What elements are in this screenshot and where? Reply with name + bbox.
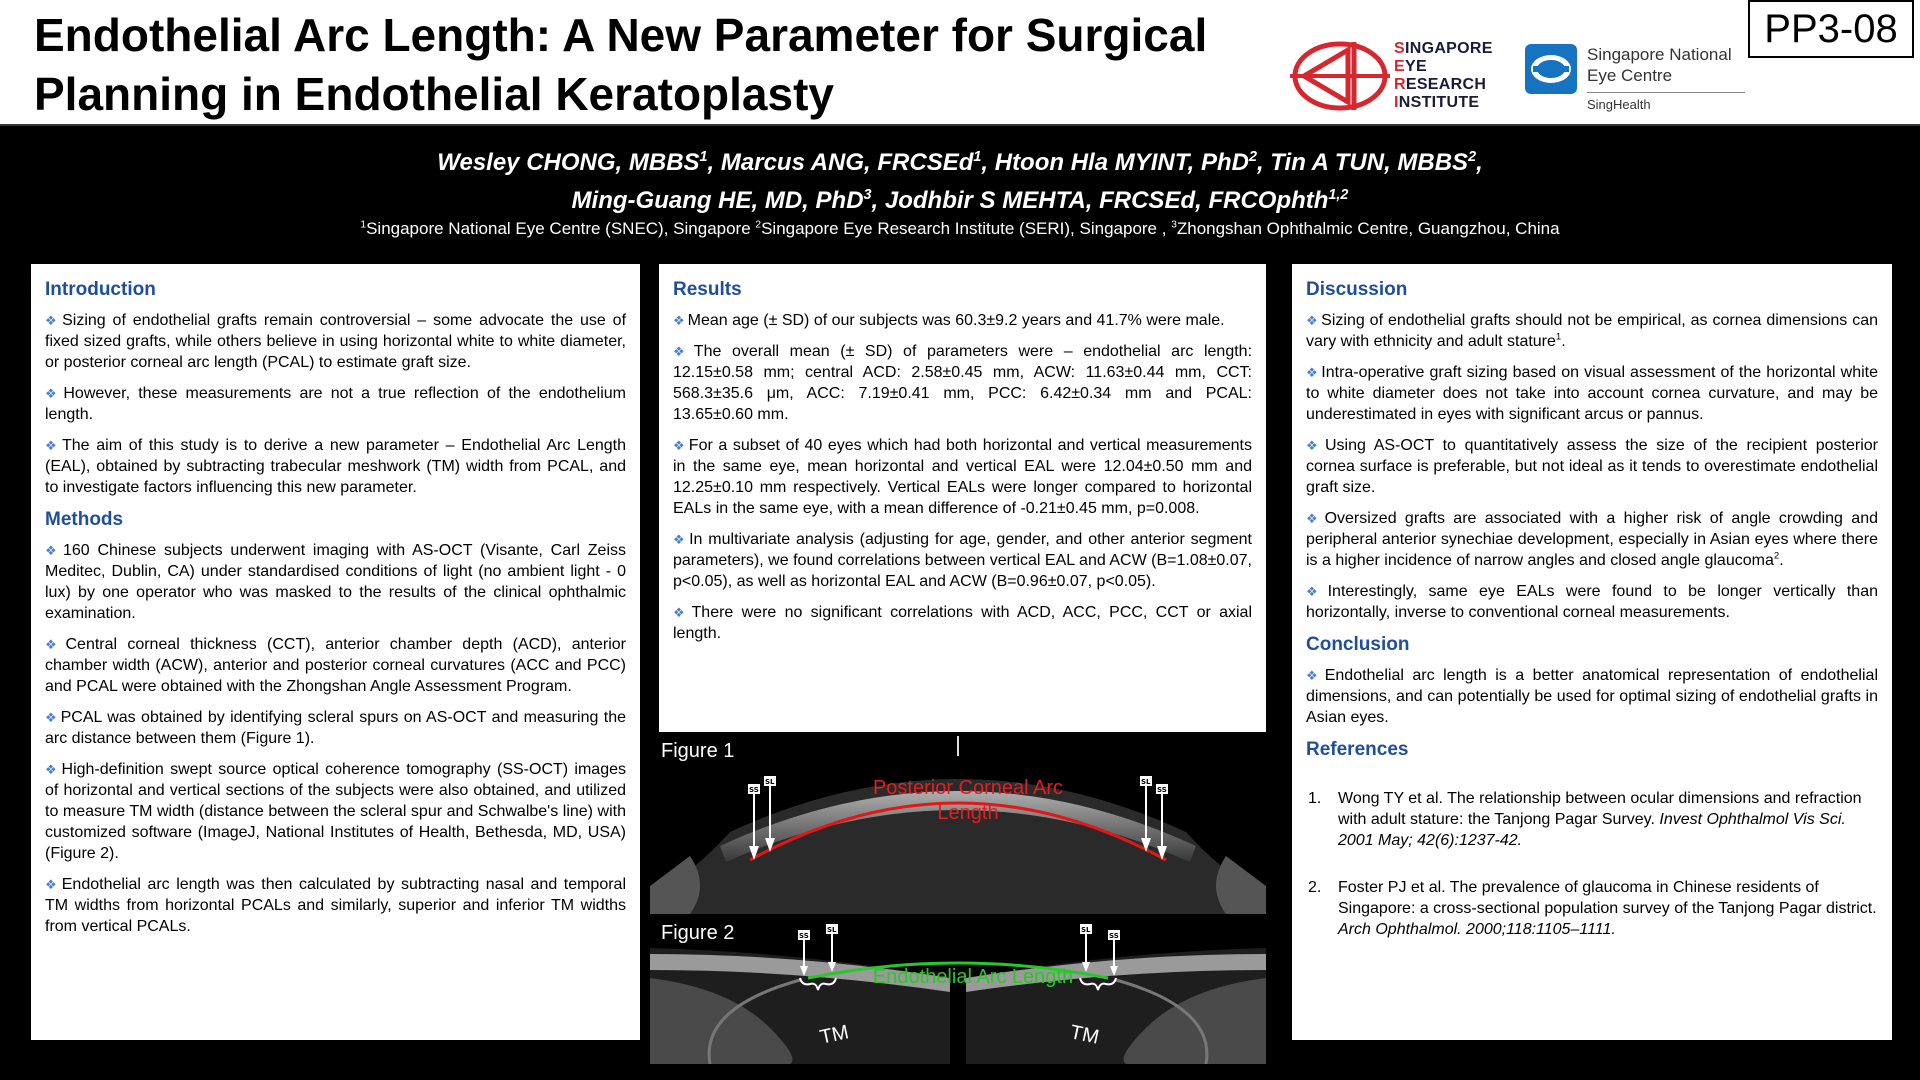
reference-item: 2. Foster PJ et al. The prevalence of glaucoma in Chinese residents of Singapore: a cross-sectional population survey of the Tanjong Pagar district. Arch Ophthalmol. 2000;118:1105–1111. xyxy=(1308,879,1877,938)
figure-1 xyxy=(650,736,1266,914)
methods-paragraph: ❖ 160 Chinese subjects underwent imaging with AS-OCT (Visante, Carl Zeiss Meditec, Dublin, CA) under standardised conditions of light (no ambient light - 0 lux) by one operator who was masked to the results of the clinical ophthalmic examination. xyxy=(45,542,627,622)
pcal-caption: Posterior Corneal Arc Length xyxy=(872,777,1064,824)
snec-logo-icon xyxy=(1523,42,1579,96)
affiliation-text: Zhongshan Ophthalmic Centre, Guangzhou, China xyxy=(1176,219,1560,238)
bullet-diamond-icon: ❖ xyxy=(1306,584,1325,599)
author-list xyxy=(0,144,1920,220)
bullet-diamond-icon: ❖ xyxy=(45,637,63,652)
ss-tag-text: SS xyxy=(1157,786,1167,794)
bullet-diamond-icon: ❖ xyxy=(1306,365,1319,380)
results-heading: Results xyxy=(673,279,742,300)
figure-1-label: Figure 1 xyxy=(661,740,735,762)
seri-logo-text: SINGAPORE EYE RESEARCH INSTITUTE xyxy=(1394,40,1493,111)
bullet-diamond-icon: ❖ xyxy=(673,344,691,359)
left-column xyxy=(31,264,640,1040)
discussion-paragraph: ❖ Sizing of endothelial grafts should not be empirical, as cornea dimensions can vary with ethnicity and adult stature$^1$. xyxy=(1306,312,1878,350)
ss-tag-text: SS xyxy=(1109,932,1119,940)
results-paragraph: ❖ For a subset of 40 eyes which had both horizontal and vertical measurements in the same eye, mean horizontal and vertical EAL were 12.04±0.50 mm and 12.25±0.10 mm respectively. Vertical EALs were longer compared to horizontal EALs in the same eye, with a mean difference of -0.21±0.45 mm, p=0.008. xyxy=(673,437,1253,517)
results-paragraph: ❖ In multivariate analysis (adjusting for age, gender, and other anterior segment parameters), we found correlations between vertical EAL and ACW (B=1.08±0.07, p<0.05), as well as horizontal EAL and ACW (B=0.96±0.07, p<0.05). xyxy=(673,531,1252,590)
bullet-diamond-icon: ❖ xyxy=(1306,511,1322,526)
discussion-paragraph: ❖ Intra-operative graft sizing based on visual assessment of the horizontal white to white diameter does not take into account cornea curvature, and may be underestimated in eyes with significant arcus or pannus. xyxy=(1306,364,1879,423)
methods-heading: Methods xyxy=(45,509,124,530)
introduction-heading: Introduction xyxy=(45,279,156,300)
bullet-diamond-icon: ❖ xyxy=(45,877,59,892)
affiliation-sup: 2 xyxy=(755,219,762,231)
reference-list xyxy=(1306,788,1878,940)
affiliation-text: Singapore National Eye Centre (SNEC), Singapore xyxy=(366,219,756,238)
author-affiliation-sup: 1 xyxy=(973,149,982,165)
right-column xyxy=(1292,264,1892,1040)
conclusion-paragraph: ❖ Endothelial arc length is a better anatomical representation of endothelial dimensions, and can potentially be used for optimal sizing of endothelial grafts in Asian eyes. xyxy=(1306,667,1878,726)
author-affiliation-sup: 1 xyxy=(699,149,708,165)
affiliation-sup: 3 xyxy=(1171,219,1177,231)
bullet-diamond-icon: ❖ xyxy=(673,438,686,453)
affiliation-text: Singapore Eye Research Institute (SERI), Singapore , xyxy=(761,219,1172,238)
reference-item: 1. Wong TY et al. The relationship between ocular dimensions and refraction with adult stature: the Tanjong Pagar Survey. Invest Ophthalmol Vis Sci. 2001 May; 42(6):1237-42. xyxy=(1308,790,1862,849)
affiliation-sup: 1 xyxy=(360,219,367,231)
author-affiliation-sup: 1,2 xyxy=(1328,187,1349,203)
bullet-diamond-icon: ❖ xyxy=(45,762,59,777)
tm-label: TM xyxy=(817,1021,851,1049)
author-line-2: Ming-Guang HE, MD, PhD$^3$, Jodhbir S MEHTA, FRCSEd, FRCOphth$^{1,2}$ xyxy=(571,187,1349,214)
results-paragraph: ❖ The overall mean (± SD) of parameters were – endothelial arc length: 12.15±0.58 mm; central ACD: 2.58±0.45 mm, ACW: 11.63±0.44 mm, CCT: 568.3±35.6 μm, ACC: 7.19±0.41 mm, PCC: 6.42±0.34 mm and PCAL: 13.65±0.60 mm. xyxy=(673,343,1253,423)
author-affiliation-sup: 2 xyxy=(1248,149,1257,165)
bullet-diamond-icon: ❖ xyxy=(673,532,687,547)
poster-header xyxy=(0,0,1920,126)
author-name: Marcus ANG, FRCSEd xyxy=(720,149,974,176)
snec-divider xyxy=(1587,92,1745,93)
bullet-diamond-icon: ❖ xyxy=(673,313,685,328)
author-name: Tin A TUN, MBBS xyxy=(1270,149,1469,176)
bullet-diamond-icon: ❖ xyxy=(673,605,689,620)
author-affiliation-sup: 2 xyxy=(1468,149,1477,165)
eal-caption: Endothelial Arc Length xyxy=(872,966,1074,988)
sl-tag-text: SL xyxy=(765,778,775,786)
methods-paragraph: ❖ Endothelial arc length was then calculated by subtracting nasal and temporal TM widths from horizontal PCALs and similarly, superior and inferior TM widths from vertical PCALs. xyxy=(45,876,627,935)
results-panel xyxy=(659,264,1266,732)
affiliations xyxy=(0,219,1920,239)
conclusion-heading: Conclusion xyxy=(1306,634,1410,655)
intro-paragraph: ❖ The aim of this study is to derive a new parameter – Endothelial Arc Length (EAL), obtained by subtracting trabecular meshwork (TM) width from PCAL, and to investigate factors influencing this new parameter. xyxy=(45,437,627,496)
snec-name: Singapore National Eye Centre xyxy=(1587,45,1732,85)
bullet-diamond-icon: ❖ xyxy=(45,313,60,328)
sl-tag-text: SL xyxy=(1141,778,1151,786)
author-affiliation-sup: 3 xyxy=(863,187,872,203)
author-name: Jodhbir S MEHTA, FRCSEd, FRCOphth xyxy=(884,187,1329,214)
figure-2-label: Figure 2 xyxy=(661,922,735,944)
ss-tag-text: SS xyxy=(749,786,759,794)
tm-label: TM xyxy=(1068,1021,1101,1049)
bullet-diamond-icon: ❖ xyxy=(45,386,61,401)
discussion-paragraph: ❖ Oversized grafts are associated with a higher risk of angle crowding and peripheral anterior synechiae development, especially in Asian eyes where there is a higher incidence of narrow angles and closed angle glaucoma$^2$. xyxy=(1306,510,1879,569)
references-heading: References xyxy=(1306,739,1409,760)
sl-tag-text: SL xyxy=(1081,926,1091,934)
methods-paragraph: ❖ PCAL was obtained by identifying scleral spurs on AS-OCT and measuring the arc distance between them (Figure 1). xyxy=(45,709,626,747)
poster-code: PP3-08 xyxy=(1748,0,1914,58)
discussion-heading: Discussion xyxy=(1306,279,1408,300)
discussion-paragraph: ❖ Using AS-OCT to quantitatively assess the size of the recipient posterior cornea surface is preferable, but not ideal as it tends to overestimate endothelial graft size. xyxy=(1306,437,1879,496)
bullet-diamond-icon: ❖ xyxy=(45,543,60,558)
bullet-diamond-icon: ❖ xyxy=(45,438,59,453)
author-name: Ming-Guang HE, MD, PhD xyxy=(571,187,864,214)
poster-title: Endothelial Arc Length: A New Parameter for Surgical Planning in Endothelial Keratoplasty xyxy=(34,9,1208,120)
methods-paragraph: ❖ High-definition swept source optical coherence tomography (SS-OCT) images of horizontal and vertical sections of the subjects were also obtained, and utilized to measure TM width (distance between the scleral spur and Schwalbe's line) with customized software (ImageJ, National Institutes of Health, Bethesda, MD, USA) (Figure 2). xyxy=(45,761,627,862)
ss-tag-text: SS xyxy=(799,932,809,940)
author-name: Wesley CHONG, MBBS xyxy=(437,149,700,176)
sl-tag-text: SL xyxy=(827,926,837,934)
bullet-diamond-icon: ❖ xyxy=(1306,438,1322,453)
bullet-diamond-icon: ❖ xyxy=(1306,313,1319,328)
discussion-paragraph: ❖ Interestingly, same eye EALs were found to be longer vertically than horizontally, inverse to conventional corneal measurements. xyxy=(1306,583,1878,621)
intro-paragraph: ❖ Sizing of endothelial grafts remain controversial – some advocate the use of fixed sized grafts, while others believe in using horizontal white to white diameter, or posterior corneal arc length (PCAL) to estimate graft size. xyxy=(45,312,627,371)
figure-2-oct-image xyxy=(650,918,1266,1064)
results-paragraph: ❖ Mean age (± SD) of our subjects was 60.3±9.2 years and 41.7% were male. xyxy=(673,312,1225,329)
intro-paragraph: ❖ However, these measurements are not a true reflection of the endothelium length. xyxy=(45,385,627,423)
bullet-diamond-icon: ❖ xyxy=(45,710,58,725)
results-paragraph: ❖ There were no significant correlations with ACD, ACC, PCC, CCT or axial length. xyxy=(673,604,1252,642)
methods-paragraph: ❖ Central corneal thickness (CCT), anterior chamber depth (ACD), anterior chamber width (ACW), anterior and posterior corneal curvatures (ACC and PCC) and PCAL were obtained with the Zhongshan Angle Assessment Program. xyxy=(45,636,627,695)
snec-subtitle: SingHealth xyxy=(1587,97,1651,112)
author-name: Htoon Hla MYINT, PhD xyxy=(994,149,1249,176)
author-line-1: Wesley CHONG, MBBS$^1$, Marcus ANG, FRCSEd$^1$, Htoon Hla MYINT, PhD$^2$, Tin A TUN, MBBS$^2$, xyxy=(437,149,1483,176)
figure-2 xyxy=(650,918,1266,1064)
bullet-diamond-icon: ❖ xyxy=(1306,668,1322,683)
